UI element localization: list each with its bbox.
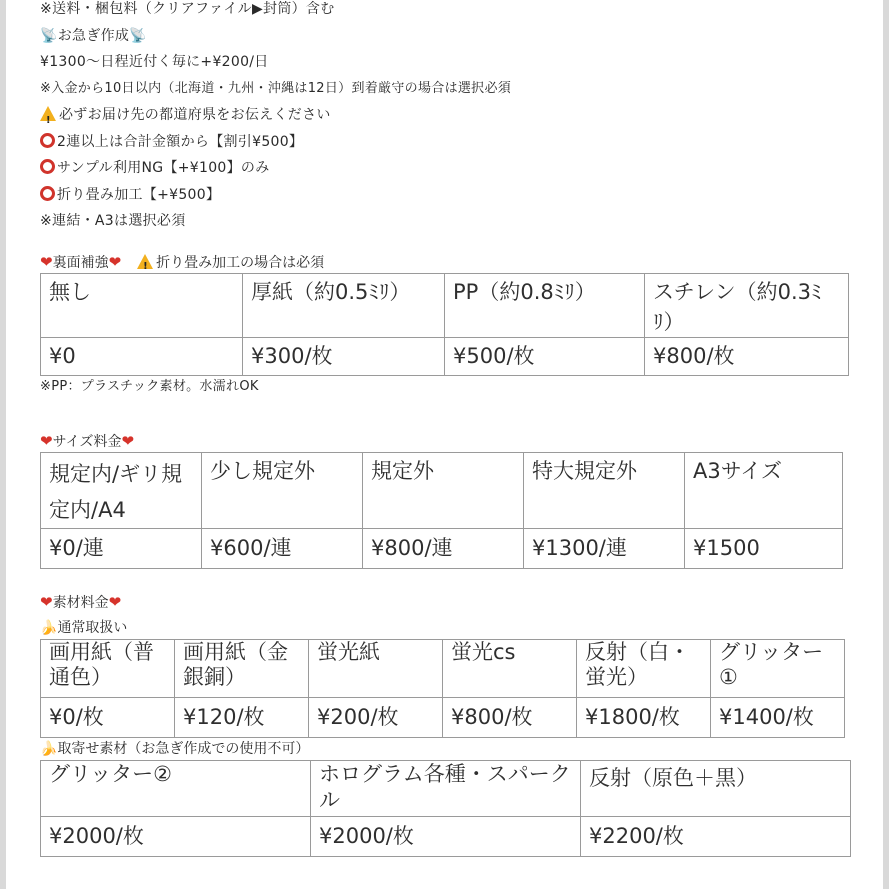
size-fee-table	[40, 452, 843, 569]
warning-icon	[40, 106, 56, 121]
table-cell: 規定内/ギリ規定内/A4	[41, 452, 202, 528]
heart-icon: ❤	[121, 431, 135, 450]
banana-icon: 🍌	[40, 740, 58, 757]
heart-icon: ❤	[40, 431, 53, 450]
table-cell: ¥200/枚	[309, 697, 443, 737]
table-row	[41, 273, 849, 337]
table-cell: ¥0/枚	[41, 697, 175, 737]
size-fee-heading: ❤サイズ料金❤	[40, 431, 135, 450]
back-reinforcement-heading: ❤裏面補強❤! 折り畳み加工の場合は必須	[40, 251, 850, 273]
required-note: ※連結・A3は選択必須	[40, 213, 186, 229]
table-cell: 無し	[41, 273, 243, 337]
table-cell: ¥0	[41, 337, 243, 375]
table-cell: 蛍光紙	[309, 639, 443, 697]
order-materials-label: 🍌取寄せ素材（お急ぎ作成での使用不可）	[40, 740, 310, 757]
table-cell: グリッター①	[711, 639, 845, 697]
left-frame-border	[0, 0, 6, 889]
table-cell: ¥2000/枚	[41, 816, 311, 856]
table-row	[41, 697, 845, 737]
table-cell: ¥800/枚	[443, 697, 577, 737]
table-cell: ¥1800/枚	[577, 697, 711, 737]
table-cell: 蛍光cs	[443, 639, 577, 697]
satellite-dish-icon: 📡	[129, 27, 147, 44]
sample-option: サンプル利用NG【+¥100】のみ	[40, 155, 850, 182]
back-reinforcement-table	[40, 273, 849, 376]
table-cell: ¥600/連	[202, 528, 363, 568]
table-cell: 反射（白・蛍光）	[577, 639, 711, 697]
table-row	[41, 760, 851, 816]
shipping-note: ※送料・梱包料（クリアファイル▶︎封筒）含む	[40, 1, 335, 17]
table-cell: 反射（原色＋黒）	[581, 760, 851, 816]
table-cell: 特大規定外	[524, 452, 685, 528]
table-cell: ¥500/枚	[445, 337, 645, 375]
heart-icon: ❤	[40, 592, 53, 611]
heart-icon: ❤	[108, 592, 122, 611]
table-cell: 画用紙（金銀銅）	[175, 639, 309, 697]
fold-option: 折り畳み加工【+¥500】	[40, 182, 850, 209]
material-fee-heading: ❤素材料金❤	[40, 592, 122, 611]
prefecture-warning: !必ずお届け先の都道府県をお伝えください	[40, 102, 850, 129]
intro-notes	[40, 0, 850, 235]
red-circle-icon	[40, 186, 55, 201]
table-cell: ¥1500	[685, 528, 843, 568]
table-row	[41, 528, 843, 568]
table-cell: ¥1400/枚	[711, 697, 845, 737]
table-cell: 画用紙（普通色）	[41, 639, 175, 697]
table-cell: ¥1300/連	[524, 528, 685, 568]
table-cell: 規定外	[363, 452, 524, 528]
warning-icon	[137, 254, 153, 269]
table-row	[41, 816, 851, 856]
table-cell: PP（約0.8ﾐﾘ）	[445, 273, 645, 337]
red-circle-icon	[40, 133, 55, 148]
table-cell: 厚紙（約0.5ﾐﾘ）	[243, 273, 445, 337]
regular-materials-label: 🍌通常取扱い	[40, 619, 128, 636]
table-cell: ¥0/連	[41, 528, 202, 568]
table-cell: グリッター②	[41, 760, 311, 816]
table-cell: ¥2200/枚	[581, 816, 851, 856]
heart-icon: ❤	[108, 252, 122, 271]
table-cell: 少し規定外	[202, 452, 363, 528]
table-cell: ¥800/枚	[645, 337, 849, 375]
table-row	[41, 639, 845, 697]
heart-icon: ❤	[40, 252, 53, 271]
red-circle-icon	[40, 159, 55, 174]
table-cell: ホログラム各種・スパークル	[311, 760, 581, 816]
table-cell: ¥800/連	[363, 528, 524, 568]
rush-heading: 📡お急ぎ作成📡	[40, 27, 147, 44]
table-cell: ¥2000/枚	[311, 816, 581, 856]
banana-icon: 🍌	[40, 619, 58, 636]
table-row	[41, 337, 849, 375]
rush-note: ※入金から10日以内（北海道・九州・沖縄は12日）到着厳守の場合は選択必須	[40, 80, 512, 96]
pp-note: ※PP：プラスチック素材。水濡れOK	[40, 378, 259, 394]
discount-option: 2連以上は合計金額から【割引¥500】	[40, 129, 850, 156]
right-frame-border	[883, 0, 889, 889]
rush-price: ¥1300〜日程近付く毎に+¥200/日	[40, 54, 269, 70]
table-cell: A3サイズ	[685, 452, 843, 528]
table-row	[41, 452, 843, 528]
satellite-dish-icon: 📡	[40, 27, 58, 44]
price-list	[40, 0, 850, 857]
table-cell: ¥120/枚	[175, 697, 309, 737]
regular-materials-table	[40, 639, 845, 738]
table-cell: スチレン（約0.3ﾐﾘ）	[645, 273, 849, 337]
order-materials-table	[40, 760, 851, 857]
table-cell: ¥300/枚	[243, 337, 445, 375]
